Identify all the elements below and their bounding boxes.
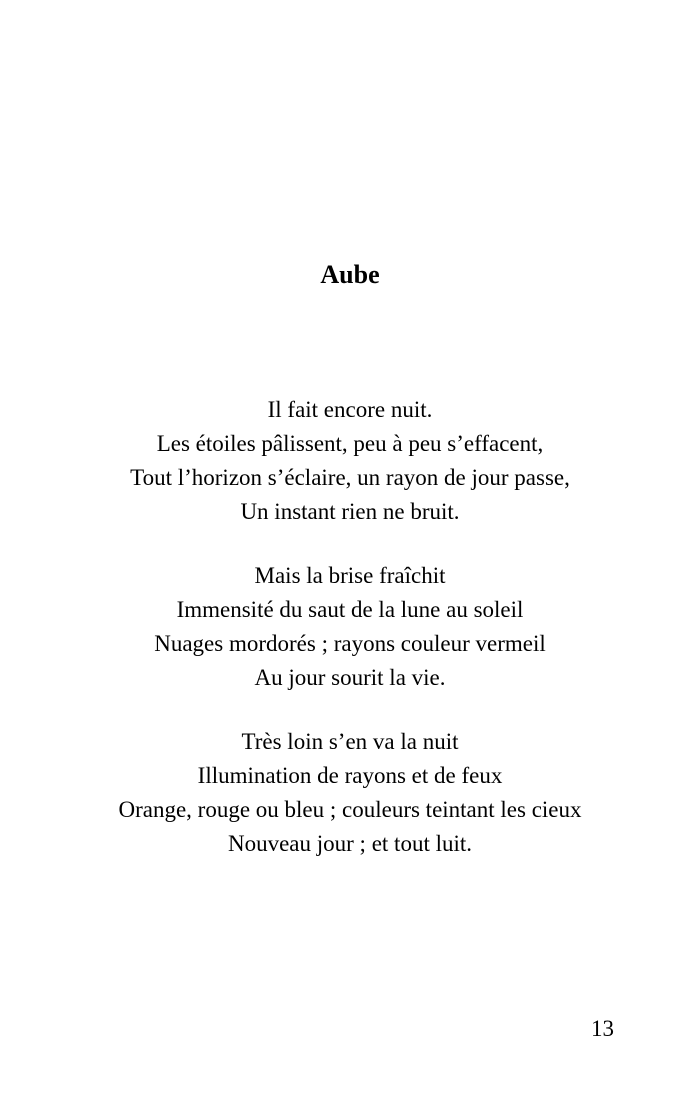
poem-title: Aube [320,260,380,289]
stanza-1 [0,393,700,529]
poem-line: Très loin s’en va la nuit [241,729,459,754]
poem-line: Tout l’horizon s’éclaire, un rayon de jour passe, [130,465,570,490]
poem-line: Un instant rien ne bruit. [240,499,460,524]
poem-line: Les étoiles pâlissent, peu à peu s’effacent, [156,431,544,456]
poem-line: Il fait encore nuit. [267,397,433,422]
poem-line: Au jour sourit la vie. [254,665,446,690]
poem-line: Immensité du saut de la lune au soleil [176,597,524,622]
poem-line: Illumination de rayons et de feux [197,763,503,788]
poem-line: Nuages mordorés ; rayons couleur vermeil [154,631,546,656]
stanza-2 [0,559,700,695]
poem-body [0,393,700,891]
page-number: 13 [591,1016,614,1041]
poem-line: Mais la brise fraîchit [254,563,446,588]
stanza-3 [0,725,700,861]
poem-line: Orange, rouge ou bleu ; couleurs teintant les cieux [118,797,582,822]
poem-line: Nouveau jour ; et tout luit. [227,831,472,856]
